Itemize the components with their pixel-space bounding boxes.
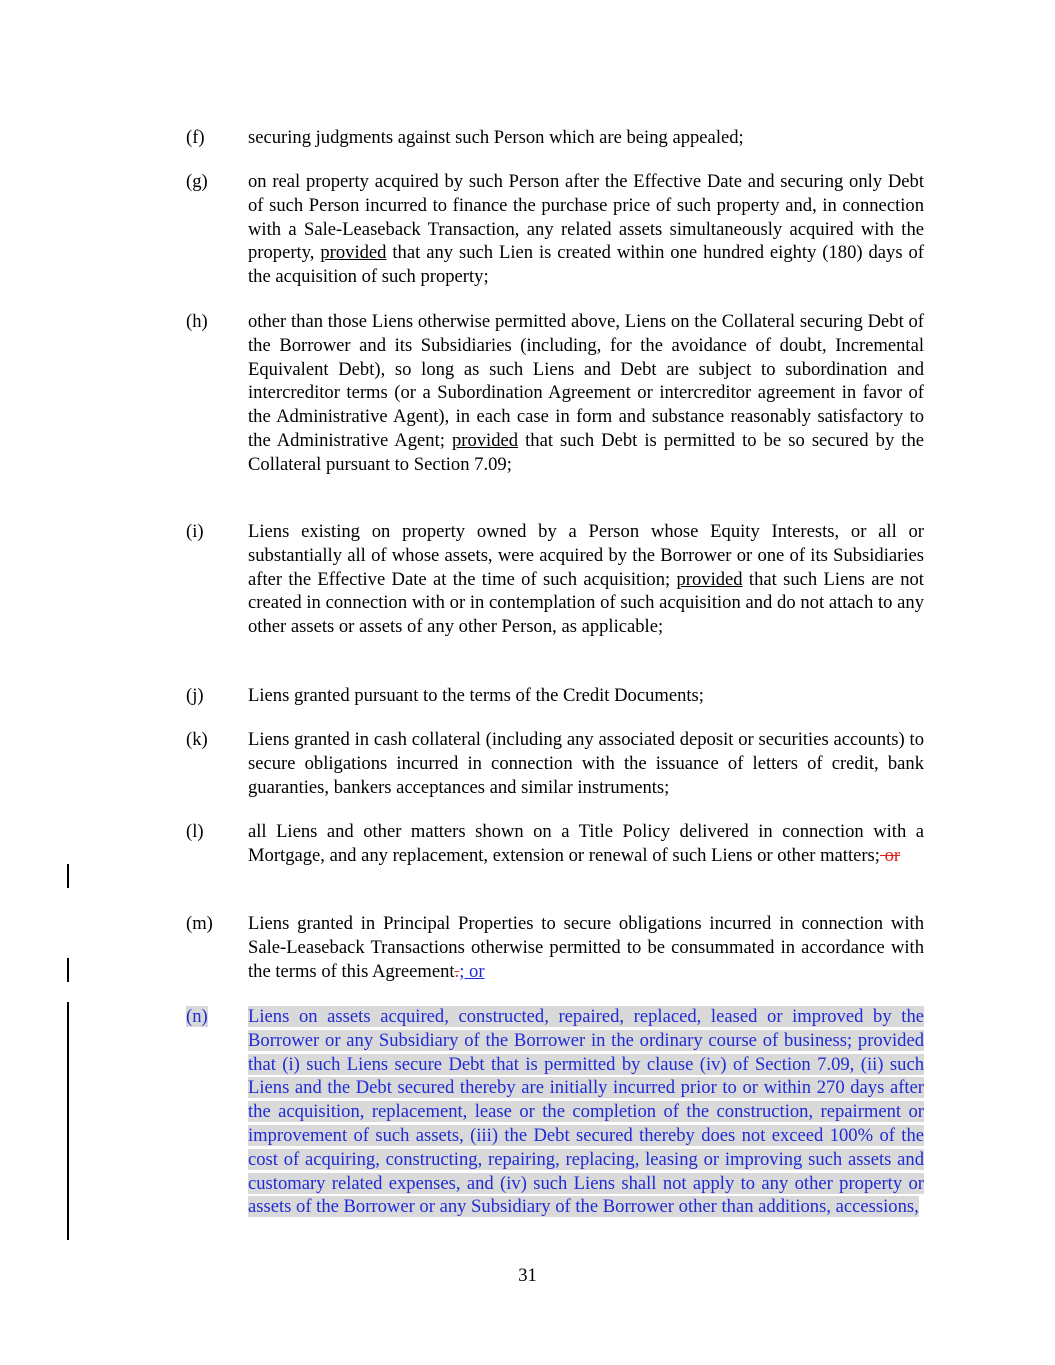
clause-label: (j) xyxy=(186,685,204,706)
change-bar xyxy=(67,1002,69,1240)
provided-term: provided xyxy=(451,429,519,451)
clause-label: (i) xyxy=(186,521,204,542)
clause-text: other than those Liens otherwise permitted above, Liens on the Collateral securing Debt of the Borrower and its Subsidiaries (including, for the avoidance of doubt, Incremental Equivalent Debt), so long as such Liens and Debt are subject to subordination and intercreditor terms (or a Subordination Agreement or intercreditor agreement in favor of the Administrative Agent), in each case in form and substance reasonably satisfactory to the Administrative Agent; provided that such Debt is permitted to be so secured by the Collateral pursuant to Section 7.09; xyxy=(248,311,925,475)
clause-text: on real property acquired by such Person after the Effective Date and securing only Debt of such Person incurred to finance the purchase price of such property and, in connection with a Sale-Leaseback Transaction, any related assets simultaneously acquired with the property, provided that any such Lien is created within one hundred eighty (180) days of the acquisition of such property; xyxy=(248,171,924,288)
clause-label: (n) xyxy=(186,1006,208,1027)
inserted-text: ; or xyxy=(459,960,485,982)
clause-label: (h) xyxy=(186,311,208,332)
clause-text: all Liens and other matters shown on a Title Policy delivered in connection with a Mortgage, and any replacement, extension or renewal of such Liens or other matters; or xyxy=(248,821,924,866)
clause-label: (g) xyxy=(186,171,208,192)
deleted-text: or xyxy=(879,844,901,866)
deleted-text: . xyxy=(454,960,460,982)
clause-label: (m) xyxy=(186,913,213,934)
provided-term: provided xyxy=(320,242,387,264)
change-bar xyxy=(67,958,69,982)
clause-text: Liens granted in cash collateral (including any associated deposit or securities accounts) to secure obligations incurred in connection with the issuance of letters of credit, bank guaranties, bankers acceptances and similar instruments; xyxy=(248,729,924,798)
clause-text: Liens existing on property owned by a Person whose Equity Interests, or all or substantially all of whose assets, were acquired by the Borrower or one of its Subsidiaries after the Effective Date at the time of such acquisition; provided that such Liens are not created in connection with or in contemplation of such acquisition and do not attach to any other assets or assets of any other Person, as applicable; xyxy=(248,521,924,638)
clause-label: (f) xyxy=(186,127,205,148)
page-number: 31 xyxy=(518,1265,537,1286)
inserted-text: Liens on assets acquired, constructed, repaired, replaced, leased or improved by the Borrower or any Subsidiary of the Borrower in the ordinary course of business; provided that (i) such Liens secure Debt that is permitted by clause (iv) of Section 7.09, (ii) such Liens and the Debt secured thereby are initially incurred prior to or within 270 days after the acquisition, replacement, lease or the completion of the construction, repairment or improvement of such assets, (iii) the Debt secured thereby does not exceed 100% of the cost of acquiring, constructing, repairing, replacing, leasing or improving such assets and customary related expenses, and (iv) such Liens shall not apply to any other property or assets of the Borrower or any Subsidiary of the Borrower other than additions, accessions, xyxy=(248,1006,924,1218)
change-bar xyxy=(67,864,69,888)
clause-text: securing judgments against such Person which are being appealed; xyxy=(248,127,744,148)
clause-text xyxy=(248,1005,924,1219)
clause-text: Liens granted in Principal Properties to secure obligations incurred in connection with Sale-Leaseback Transactions otherwise permitted to be consummated in accordance with the terms of this Agreement.; or xyxy=(248,913,924,982)
clause-label: (k) xyxy=(186,729,208,750)
provided-term: provided xyxy=(676,568,743,590)
clause-label: (l) xyxy=(186,821,204,842)
clause-text: Liens granted pursuant to the terms of the Credit Documents; xyxy=(248,685,704,706)
